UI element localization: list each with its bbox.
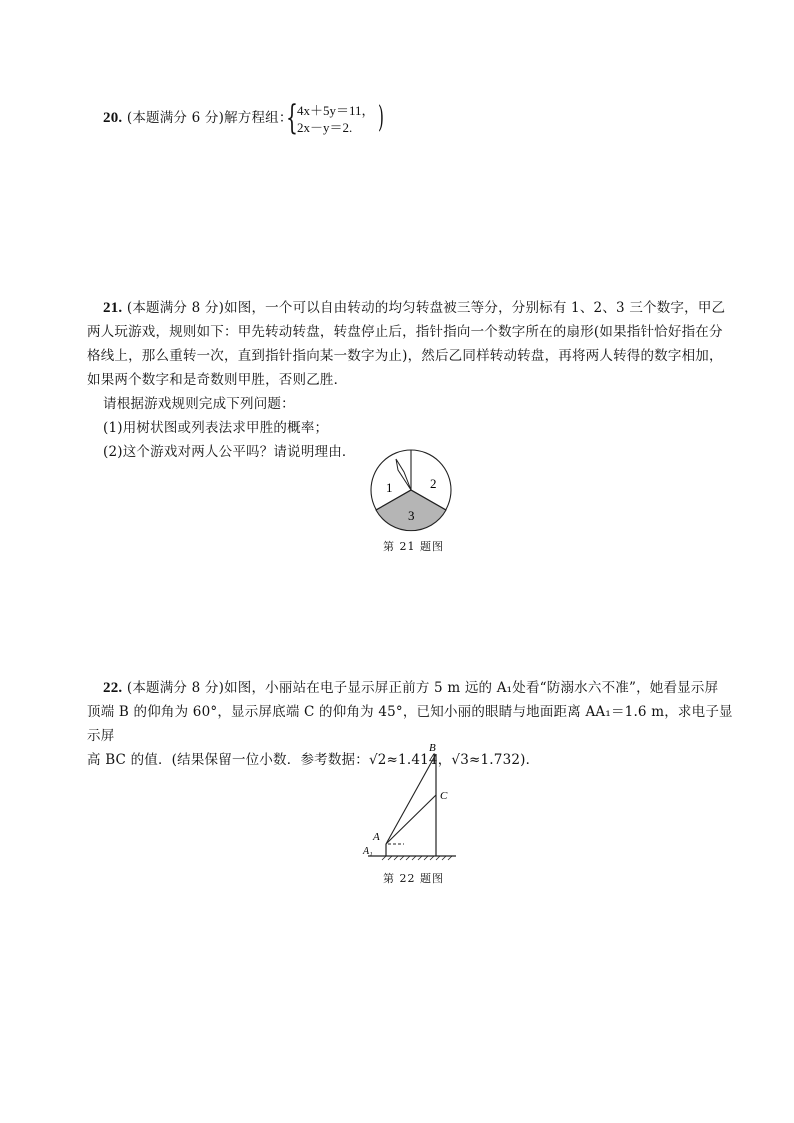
sector-label-1: 1 xyxy=(386,480,393,495)
label-a1: A₁ xyxy=(363,846,373,857)
q21-line-4: 如果两个数字和是奇数则甲胜，否则乙胜． xyxy=(87,372,348,388)
q20-number: 20. xyxy=(103,110,123,126)
q21-sub-2: (2)这个游戏对两人公平吗？请说明理由． xyxy=(103,444,356,460)
q22-line-1: 22. (本题满分 8 分)如图，小丽站在电子显示屏正前方 5 m 远的 A₁处看“防溺水六不准”，她看显示屏 xyxy=(103,680,719,696)
q20-line xyxy=(103,106,293,130)
q21-number: 21. xyxy=(103,300,123,316)
q22-line-3: 高 BC 的值．(结果保留一位小数．参考数据：√2≈1.414，√3≈1.732)． xyxy=(87,752,540,768)
q20-equation-2: 2x－y＝2. xyxy=(297,120,353,135)
sight-line-c xyxy=(386,795,436,844)
q21-caption: 第 21 题图 xyxy=(383,540,444,553)
q21-paragraph xyxy=(87,296,743,464)
q20-brace: { xyxy=(286,98,298,138)
q21-sub-1: (1)用树状图或列表法求甲胜的概率； xyxy=(103,420,329,436)
q22-number: 22. xyxy=(103,680,123,696)
sector-label-2: 2 xyxy=(430,476,437,491)
q22-geometry-figure xyxy=(356,740,466,866)
label-b: B xyxy=(429,742,436,754)
q22-line-2: 顶端 B 的仰角为 60°，显示屏底端 C 的仰角为 45°，已知小丽的眼睛与地面距离 AA₁＝1.6 m，求电子显示屏 xyxy=(87,704,733,744)
q21-line-3: 格线上，那么重转一次，直到指针指向某一数字为止)，然后乙同样转动转盘，再将两人转得的数字相加， xyxy=(87,348,723,364)
sight-line-b xyxy=(386,754,436,844)
label-c: C xyxy=(440,790,448,802)
q21-line-1: 21. (本题满分 8 分)如图，一个可以自由转动的均匀转盘被三等分，分别标有 1、2、3 三个数字，甲乙 xyxy=(103,300,726,316)
q21-spinner-figure xyxy=(366,448,462,544)
q20-equation-1: 4x＋5y＝11， xyxy=(297,103,375,118)
q22-caption: 第 22 题图 xyxy=(383,872,444,885)
q21-line-5: 请根据游戏规则完成下列问题： xyxy=(103,396,295,412)
label-a: A xyxy=(373,831,380,843)
q20-paren: ) xyxy=(378,100,384,135)
q21-line-2: 两人玩游戏，规则如下：甲先转动转盘，转盘停止后，指针指向一个数字所在的扇形(如果指针恰好指在分 xyxy=(87,324,723,340)
q20-text: (本题满分 6 分)解方程组： xyxy=(126,110,293,126)
sector-label-3: 3 xyxy=(408,508,415,523)
